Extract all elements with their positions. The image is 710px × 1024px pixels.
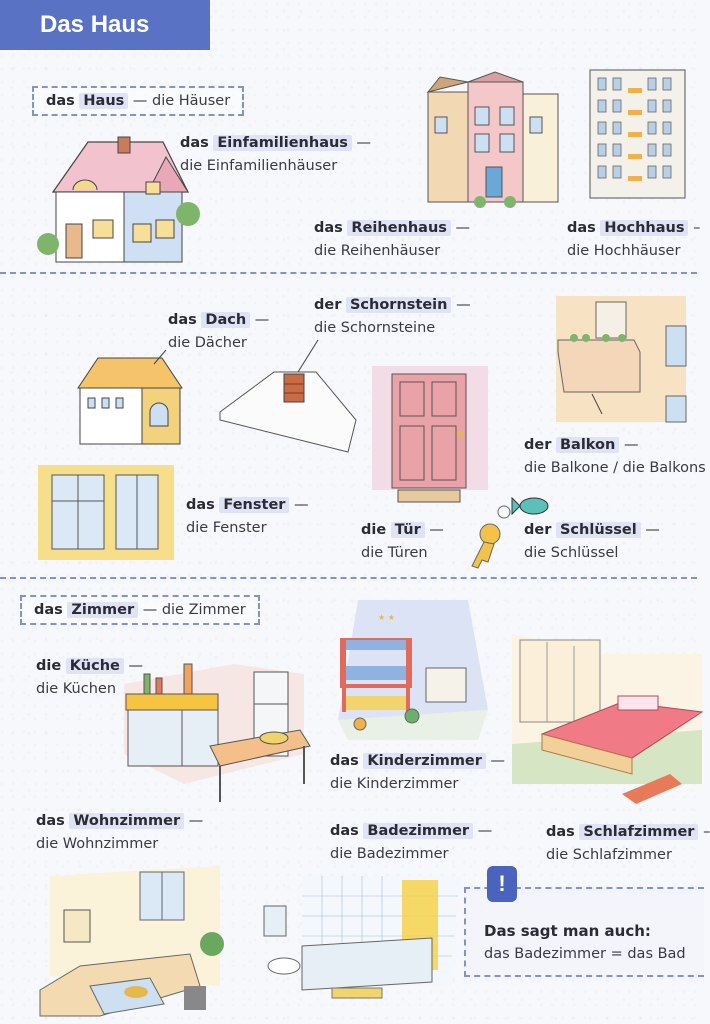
entry-badezimmer [330, 820, 492, 866]
dash: — [429, 522, 444, 538]
entry-zimmer [20, 595, 260, 625]
dash: — [142, 602, 158, 618]
plural: die Fenster [186, 520, 267, 536]
noun: Kinderzimmer [363, 753, 486, 769]
dash: — [456, 297, 471, 313]
entry-reihenhaus [314, 217, 470, 263]
article: das [186, 497, 215, 513]
noun: Fenster [219, 497, 289, 513]
plural: die Badezimmer [330, 846, 449, 862]
noun: Balkon [556, 437, 619, 453]
article: der [314, 297, 342, 313]
dash: – [703, 824, 710, 840]
page-title: Das Haus [40, 11, 150, 38]
balkon-illustration [556, 296, 686, 422]
dash: — [645, 522, 660, 538]
schluessel-illustration [464, 494, 554, 574]
noun: Schornstein [346, 297, 452, 313]
noun: Tür [391, 522, 425, 538]
kinderzimmer-illustration [338, 600, 488, 740]
article: das [567, 220, 596, 236]
article: das [546, 824, 575, 840]
dash: — [490, 753, 506, 769]
wohnzimmer-illustration [40, 866, 230, 1024]
plural: die Reihenhäuser [314, 243, 441, 259]
plural: die Balkone / die Balkons [524, 460, 706, 476]
plural: die Küchen [36, 681, 117, 697]
entry-wohnzimmer [36, 810, 203, 856]
plural: die Häuser [152, 93, 231, 109]
schornstein-illustration [218, 340, 358, 455]
noun: Küche [66, 658, 124, 674]
entry-hochhaus [567, 217, 700, 263]
article: das [180, 135, 209, 151]
entry-tuer [361, 519, 444, 565]
badezimmer-illustration [262, 876, 462, 1024]
dash: — [356, 135, 372, 151]
plural: die Schornsteine [314, 320, 436, 336]
dach-pointer [150, 348, 170, 368]
noun: Schlüssel [556, 522, 641, 538]
article: das [314, 220, 343, 236]
entry-schlafzimmer [546, 821, 710, 867]
schlafzimmer-illustration [512, 634, 702, 810]
entry-haus [32, 86, 244, 116]
kueche-illustration [124, 634, 314, 810]
article: der [524, 522, 552, 538]
dash: — [188, 813, 204, 829]
article: das [330, 823, 359, 839]
entry-schornstein [314, 294, 471, 340]
plural: die Zimmer [161, 602, 246, 618]
article: der [524, 437, 552, 453]
entry-balkon [524, 434, 706, 480]
hochhaus-illustration [588, 68, 693, 200]
noun: Hochhaus [600, 220, 688, 236]
noun: Schlafzimmer [579, 824, 698, 840]
exclamation-icon: ! [487, 866, 517, 902]
dash: – [693, 220, 701, 236]
plural: die Wohnzimmer [36, 836, 159, 852]
noun: Haus [79, 93, 128, 109]
plural: die Hochhäuser [567, 243, 681, 259]
dash: — [623, 437, 639, 453]
article: das [34, 602, 63, 618]
info-title: Das sagt man auch: [484, 922, 651, 940]
noun: Dach [201, 312, 250, 328]
dash: — [132, 93, 148, 109]
section-divider [0, 272, 697, 274]
dash: — [254, 312, 270, 328]
plural: die Einfamilienhäuser [180, 158, 338, 174]
tuer-illustration [372, 366, 488, 506]
plural: die Schlafzimmer [546, 847, 672, 863]
article: die [361, 522, 387, 538]
plural: die Schlüssel [524, 545, 619, 561]
noun: Einfamilienhaus [213, 135, 352, 151]
reihenhaus-illustration [410, 72, 560, 217]
plural: die Türen [361, 545, 428, 561]
svg-text:★ ★: ★ ★ [378, 613, 395, 622]
section-divider [0, 577, 697, 579]
entry-fenster [186, 494, 309, 540]
dash: — [294, 497, 309, 513]
article: die [36, 658, 62, 674]
plural: die Kinderzimmer [330, 776, 459, 792]
noun: Wohnzimmer [69, 813, 184, 829]
einfamilienhaus-illustration [38, 132, 203, 272]
dach-illustration [74, 354, 186, 450]
noun: Zimmer [67, 602, 138, 618]
noun: Badezimmer [363, 823, 473, 839]
dash: — [477, 823, 493, 839]
entry-kinderzimmer [330, 750, 505, 796]
noun: Reihenhaus [347, 220, 451, 236]
article: das [36, 813, 65, 829]
entry-einfamilienhaus [180, 132, 371, 178]
article: das [330, 753, 359, 769]
article: das [168, 312, 197, 328]
fenster-illustration [38, 465, 174, 560]
article: das [46, 93, 75, 109]
plural: die Dächer [168, 335, 247, 351]
dash: — [128, 658, 143, 674]
dash: — [455, 220, 471, 236]
title-banner [0, 0, 210, 50]
info-text: das Badezimmer = das Bad [484, 946, 686, 962]
